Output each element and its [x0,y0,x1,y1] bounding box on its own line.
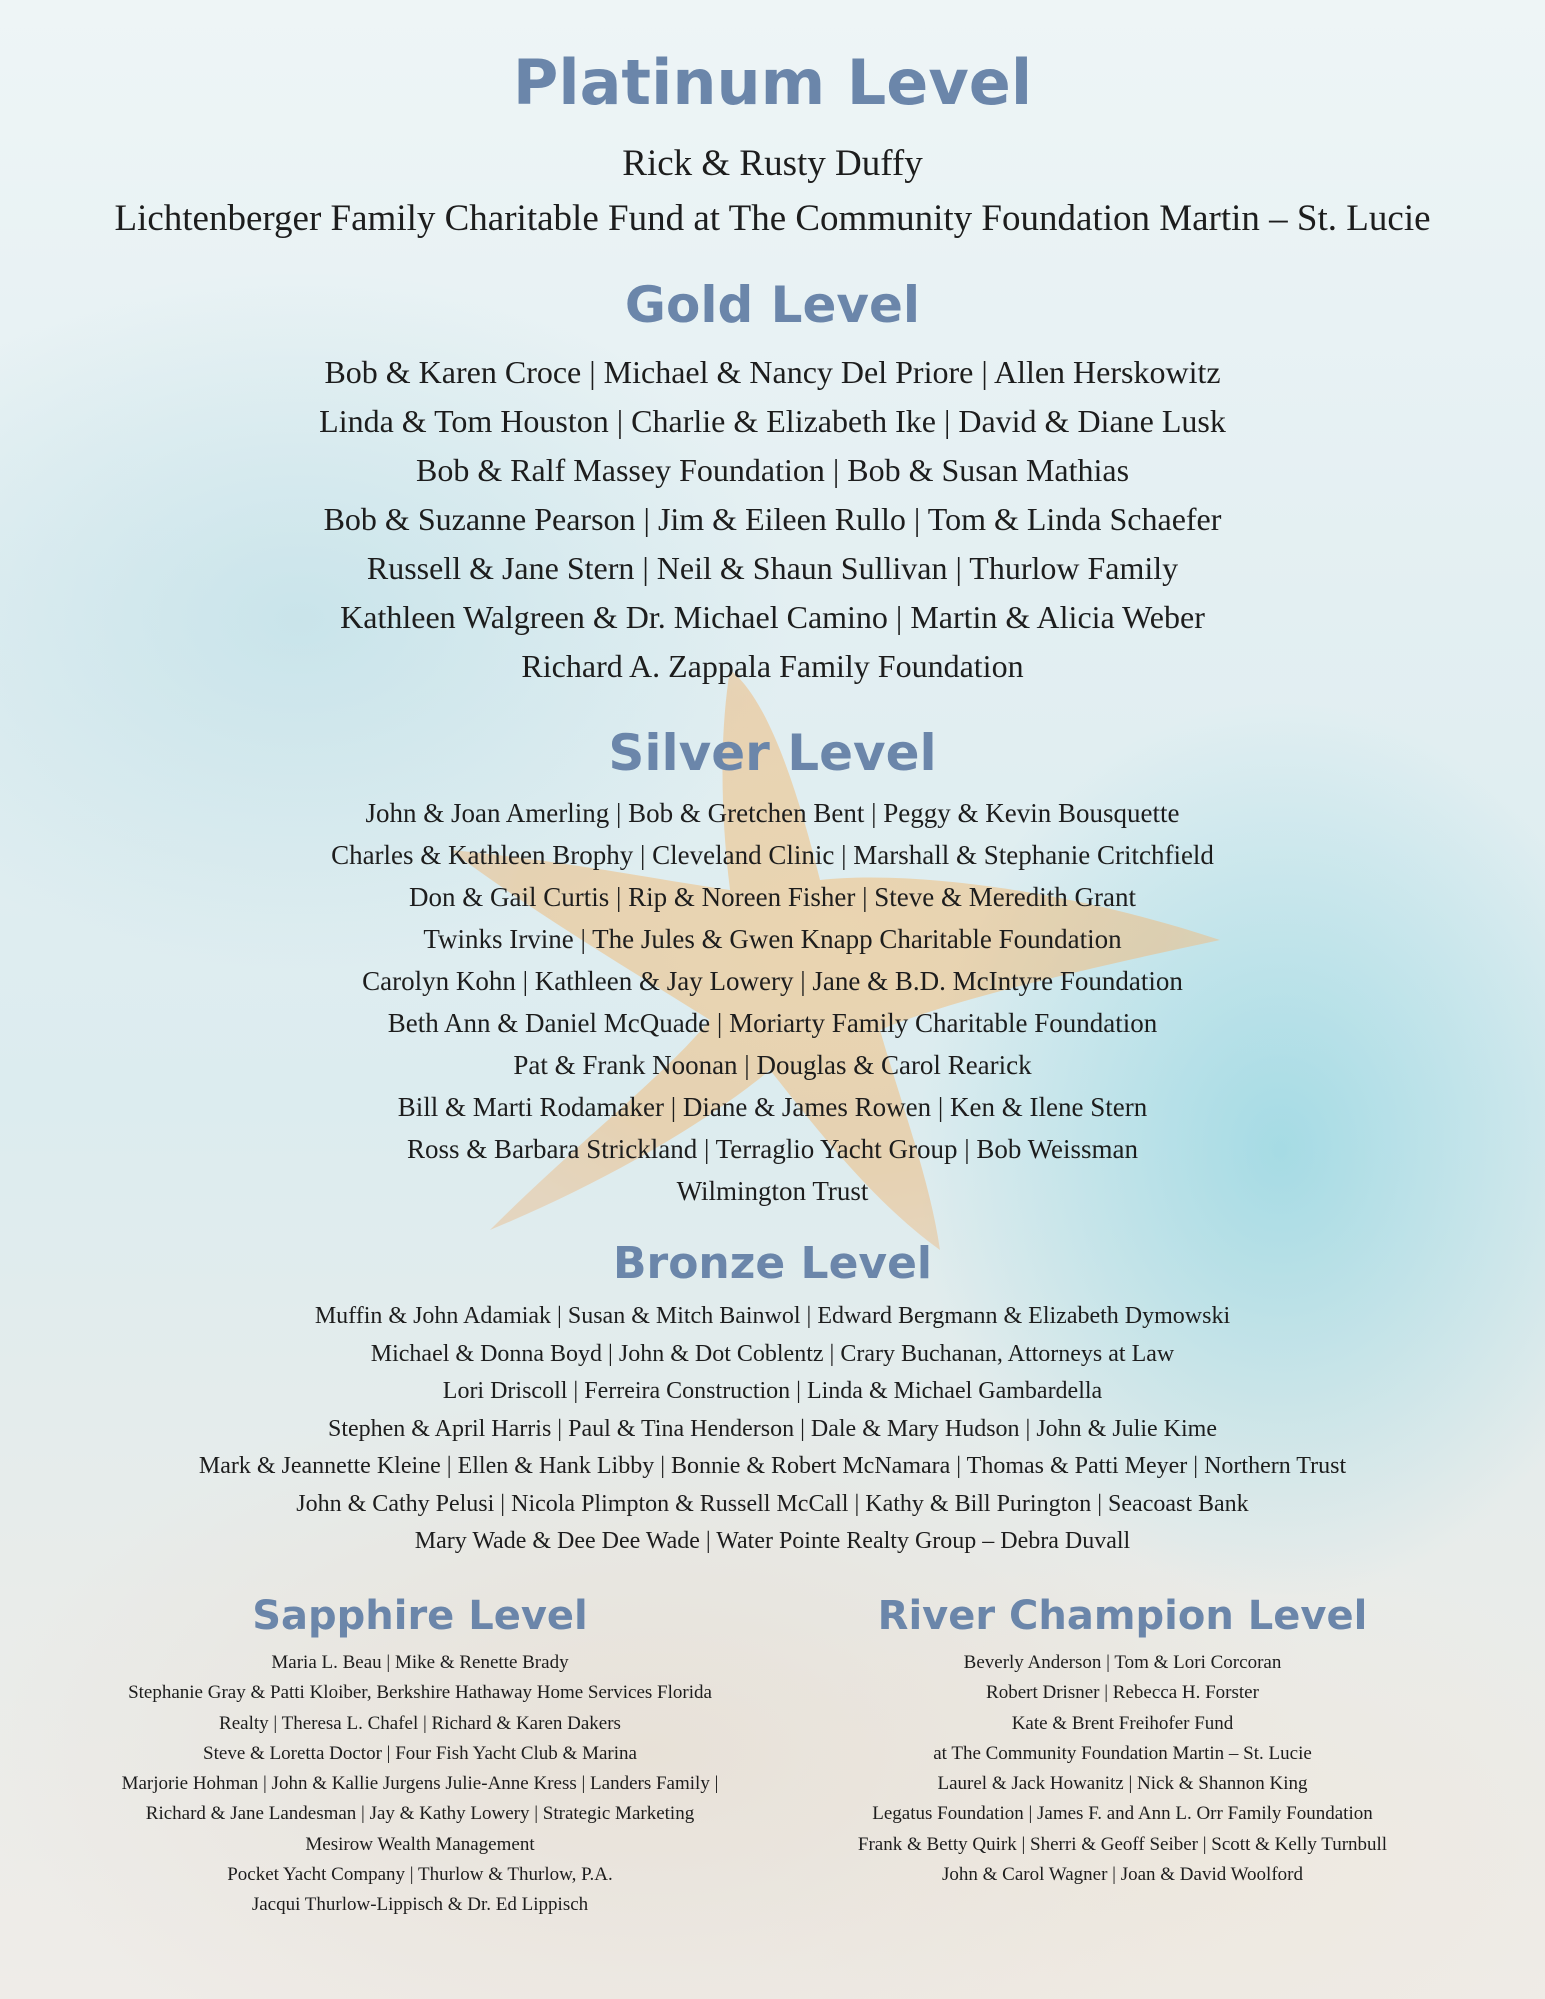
donor-line: at The Community Foundation Martin – St. Lucie [933,1742,1312,1764]
silver-level-heading: Silver Level [608,724,937,782]
donor-line: Charles & Kathleen Brophy | Cleveland Clinic | Marshall & Stephanie Critchfield [331,840,1214,870]
donor-line: Beverly Anderson | Tom & Lori Corcoran [963,1652,1282,1673]
donor-line: Jacqui Thurlow-Lippisch & Dr. Ed Lippisch [251,1894,589,1916]
platinum-level-heading: Platinum Level [512,46,1033,119]
river-champion-level-heading: River Champion Level [877,1593,1368,1639]
donor-line: Twinks Irvine | The Jules & Gwen Knapp Charitable Foundation [423,924,1122,954]
donor-line: Carolyn Kohn | Kathleen & Jay Lowery | Jane & B.D. McIntyre Foundation [362,966,1183,996]
river-champion-level-section [780,1593,1465,1890]
sapphire-level-section [40,1593,800,1921]
donor-line: Marjorie Hohman | John & Kallie Jurgens Julie-Anne Kress | Landers Family | [121,1773,719,1795]
donor-line: Linda & Tom Houston | Charlie & Elizabeth Ike | David & Diane Lusk [319,403,1226,439]
donor-line: Laurel & Jack Howanitz | Nick & Shannon King [937,1773,1308,1795]
donor-line: Steve & Loretta Doctor | Four Fish Yacht Club & Marina [203,1742,637,1764]
sapphire-donor-list [40,1648,800,1921]
silver-donor-list [0,792,1545,1212]
bronze-level-heading: Bronze Level [612,1238,933,1289]
donor-line: Ross & Barbara Strickland | Terraglio Yacht Group | Bob Weissman [407,1134,1138,1164]
gold-level-heading: Gold Level [624,276,921,334]
donor-line: Wilmington Trust [676,1176,869,1206]
donor-line: John & Cathy Pelusi | Nicola Plimpton & Russell McCall | Kathy & Bill Purington | Seacoast Bank [296,1490,1249,1517]
donor-line: Maria L. Beau | Mike & Renette Brady [271,1652,569,1673]
donor-line: Kathleen Walgreen & Dr. Michael Camino | Martin & Alicia Weber [340,599,1205,635]
platinum-donor-list [0,136,1545,246]
donor-line: Lori Driscoll | Ferreira Construction | Linda & Michael Gambardella [442,1378,1103,1404]
donor-line: John & Carol Wagner | Joan & David Woolford [942,1864,1303,1886]
donor-line: Beth Ann & Daniel McQuade | Moriarty Family Charitable Foundation [387,1008,1158,1038]
donor-line: Robert Drisner | Rebecca H. Forster [986,1682,1259,1704]
gold-donor-list [0,348,1545,691]
donor-line: Frank & Betty Quirk | Sherri & Geoff Seiber | Scott & Kelly Turnbull [857,1833,1388,1855]
donor-line: Pat & Frank Noonan | Douglas & Carol Rearick [513,1050,1032,1080]
donor-line: Michael & Donna Boyd | John & Dot Coblentz | Crary Buchanan, Attorneys at Law [370,1340,1175,1367]
donor-line: Bill & Marti Rodamaker | Diane & James Rowen | Ken & Ilene Stern [397,1092,1148,1122]
donor-line: Muffin & John Adamiak | Susan & Mitch Bainwol | Edward Bergmann & Elizabeth Dymowski [314,1303,1231,1329]
donor-line: Bob & Ralf Massey Foundation | Bob & Susan Mathias [415,452,1130,488]
donor-line: Richard & Jane Landesman | Jay & Kathy Lowery | Strategic Marketing [145,1803,695,1825]
donor-line: Legatus Foundation | James F. and Ann L. Orr Family Foundation [872,1803,1373,1825]
donor-line: Pocket Yacht Company | Thurlow & Thurlow, P.A. [227,1864,613,1886]
donor-line: Bob & Karen Croce | Michael & Nancy Del Priore | Allen Herskowitz [324,354,1221,390]
donor-line: Bob & Suzanne Pearson | Jim & Eileen Rullo | Tom & Linda Schaefer [323,501,1222,537]
donor-line: Don & Gail Curtis | Rip & Noreen Fisher | Steve & Meredith Grant [409,882,1136,912]
donor-line: Realty | Theresa L. Chafel | Richard & Karen Dakers [219,1712,621,1734]
river-champion-donor-list [780,1648,1465,1890]
donor-line: Kate & Brent Freihofer Fund [1011,1712,1234,1734]
donor-line: Russell & Jane Stern | Neil & Shaun Sullivan | Thurlow Family [366,550,1179,586]
donor-line: Mesirow Wealth Management [305,1833,535,1855]
donor-line: Mary Wade & Dee Dee Wade | Water Pointe Realty Group – Debra Duvall [414,1528,1131,1554]
donor-line: Lichtenberger Family Charitable Fund at The Community Foundation Martin – St. Lucie [114,198,1431,239]
donor-line: Stephen & April Harris | Paul & Tina Henderson | Dale & Mary Hudson | John & Julie Kime [327,1415,1217,1442]
donor-line: Mark & Jeannette Kleine | Ellen & Hank Libby | Bonnie & Robert McNamara | Thomas & Patti Meyer | Northern Trust [198,1453,1347,1479]
donor-line: Richard A. Zappala Family Foundation [521,648,1024,684]
sapphire-level-heading: Sapphire Level [252,1593,588,1639]
donor-line: Stephanie Gray & Patti Kloiber, Berkshire Hathaway Home Services Florida [128,1682,712,1704]
bronze-donor-list [0,1298,1545,1561]
donor-line: Rick & Rusty Duffy [622,143,923,184]
donor-line: John & Joan Amerling | Bob & Gretchen Bent | Peggy & Kevin Bousquette [365,798,1180,828]
